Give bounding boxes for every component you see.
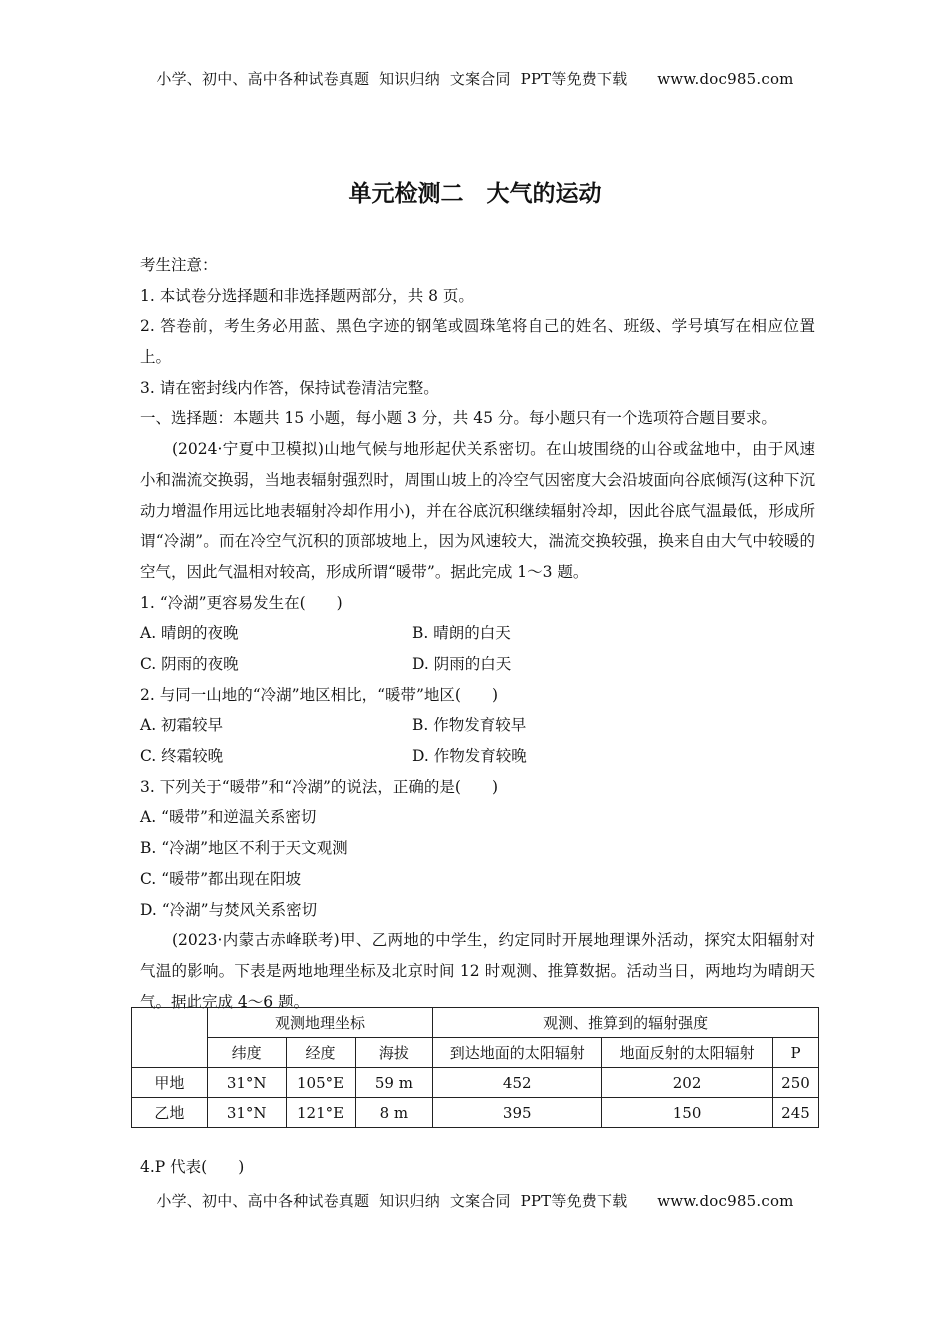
table-cell: 121°E (286, 1098, 355, 1128)
notice-item: 2. 答卷前，考生务必用蓝、黑色字迹的钢笔或圆珠笔将自己的姓名、班级、学号填写在相应位置上。 (140, 317, 815, 367)
question-3-stem: 3. 下列关于“暖带”和“冷湖”的说法，正确的是( ) (140, 777, 499, 796)
table-cell: 31°N (207, 1068, 286, 1098)
table-col-header: P (773, 1038, 819, 1068)
notice-item: 1. 本试卷分选择题和非选择题两部分，共 8 页。 (140, 286, 474, 305)
notice-item: 3. 请在密封线内作答，保持试卷清洁完整。 (140, 378, 439, 397)
q1-option-d[interactable]: D. 阴雨的白天 (412, 655, 512, 674)
table-col-header: 海拔 (355, 1038, 433, 1068)
q2-option-d[interactable]: D. 作物发育较晚 (412, 747, 527, 766)
question-2-options-row (140, 710, 815, 741)
table-subheader-row (132, 1038, 819, 1068)
table-cell: 150 (602, 1098, 773, 1128)
q2-option-b[interactable]: B. 作物发育较早 (412, 716, 527, 735)
table-cell: 59 m (355, 1068, 433, 1098)
table-group-header: 观测、推算到的辐射强度 (433, 1008, 819, 1038)
table-cell: 452 (433, 1068, 602, 1098)
question-4-stem: 4.P 代表( ) (140, 1158, 245, 1176)
table-cell: 250 (773, 1068, 819, 1098)
table-cell: 395 (433, 1098, 602, 1128)
table-header-row (132, 1008, 819, 1038)
table-cell: 245 (773, 1098, 819, 1128)
q1-option-c[interactable]: C. 阴雨的夜晚 (140, 655, 239, 674)
question-1-options-row (140, 618, 815, 649)
observation-table (131, 1007, 819, 1128)
page-title: 单元检测二 大气的运动 (348, 181, 602, 207)
q3-option-a[interactable]: A. “暖带”和逆温关系密切 (140, 808, 317, 827)
table-cell: 202 (602, 1068, 773, 1098)
q1-option-b[interactable]: B. 晴朗的白天 (412, 624, 511, 643)
question-1-stem: 1. “冷湖”更容易发生在( ) (140, 593, 343, 612)
table-cell: 8 m (355, 1098, 433, 1128)
table-col-header: 经度 (286, 1038, 355, 1068)
q3-option-c[interactable]: C. “暖带”都出现在阳坡 (140, 869, 302, 888)
table-cell: 105°E (286, 1068, 355, 1098)
table-corner-cell (132, 1008, 208, 1068)
table-row (132, 1068, 819, 1098)
exam-content (140, 250, 815, 1017)
section-heading: 一、选择题：本题共 15 小题，每小题 3 分，共 45 分。每小题只有一个选项符合题目要求。 (140, 409, 777, 428)
passage-2: (2023·内蒙古赤峰联考)甲、乙两地的中学生，约定同时开展地理课外活动，探究太阳辐射对气温的影响。下表是两地地理坐标及北京时间 12 时观测、推算数据。活动当日，两地均为晴朗天气。据此完成 4～6 题。 (140, 931, 815, 1011)
notice-heading: 考生注意： (140, 256, 218, 274)
question-2-options-row (140, 741, 815, 772)
q2-option-c[interactable]: C. 终霜较晚 (140, 747, 224, 766)
table-cell: 乙地 (132, 1098, 208, 1128)
question-1-options-row (140, 649, 815, 680)
passage-1: (2024·宁夏中卫模拟)山地气候与地形起伏关系密切。在山坡围绕的山谷或盆地中，由于风速小和湍流交换弱，当地表辐射强烈时，周围山坡上的冷空气因密度大会沿坡面向谷底倾泻(这种下沉动力增温作用远比地表辐射冷却作用小)，并在谷底沉积继续辐射冷却，因此谷底气温最低，形成所谓“冷湖”。而在冷空气沉积的顶部坡地上，因为风速较大，湍流交换较强，换来自由大气中较暖的空气，因此气温相对较高，形成所谓“暖带”。据此完成 1～3 题。 (140, 440, 815, 581)
question-2-stem: 2. 与同一山地的“冷湖”地区相比，“暖带”地区( ) (140, 685, 499, 704)
q1-option-a[interactable]: A. 晴朗的夜晚 (140, 624, 239, 643)
table-cell: 甲地 (132, 1068, 208, 1098)
table-col-header: 到达地面的太阳辐射 (433, 1038, 602, 1068)
table-col-header: 地面反射的太阳辐射 (602, 1038, 773, 1068)
page-footer: 小学、初中、高中各种试卷真题 知识归纳 文案合同 PPT等免费下载 www.doc985.com (156, 1192, 794, 1210)
table-group-header: 观测地理坐标 (207, 1008, 433, 1038)
q3-option-b[interactable]: B. “冷湖”地区不利于天文观测 (140, 839, 348, 858)
table-col-header: 纬度 (207, 1038, 286, 1068)
q3-option-d[interactable]: D. “冷湖”与焚风关系密切 (140, 900, 318, 919)
q2-option-a[interactable]: A. 初霜较早 (140, 716, 224, 735)
table-cell: 31°N (207, 1098, 286, 1128)
page-header: 小学、初中、高中各种试卷真题 知识归纳 文案合同 PPT等免费下载 www.doc985.com (156, 70, 794, 88)
table-row (132, 1098, 819, 1128)
